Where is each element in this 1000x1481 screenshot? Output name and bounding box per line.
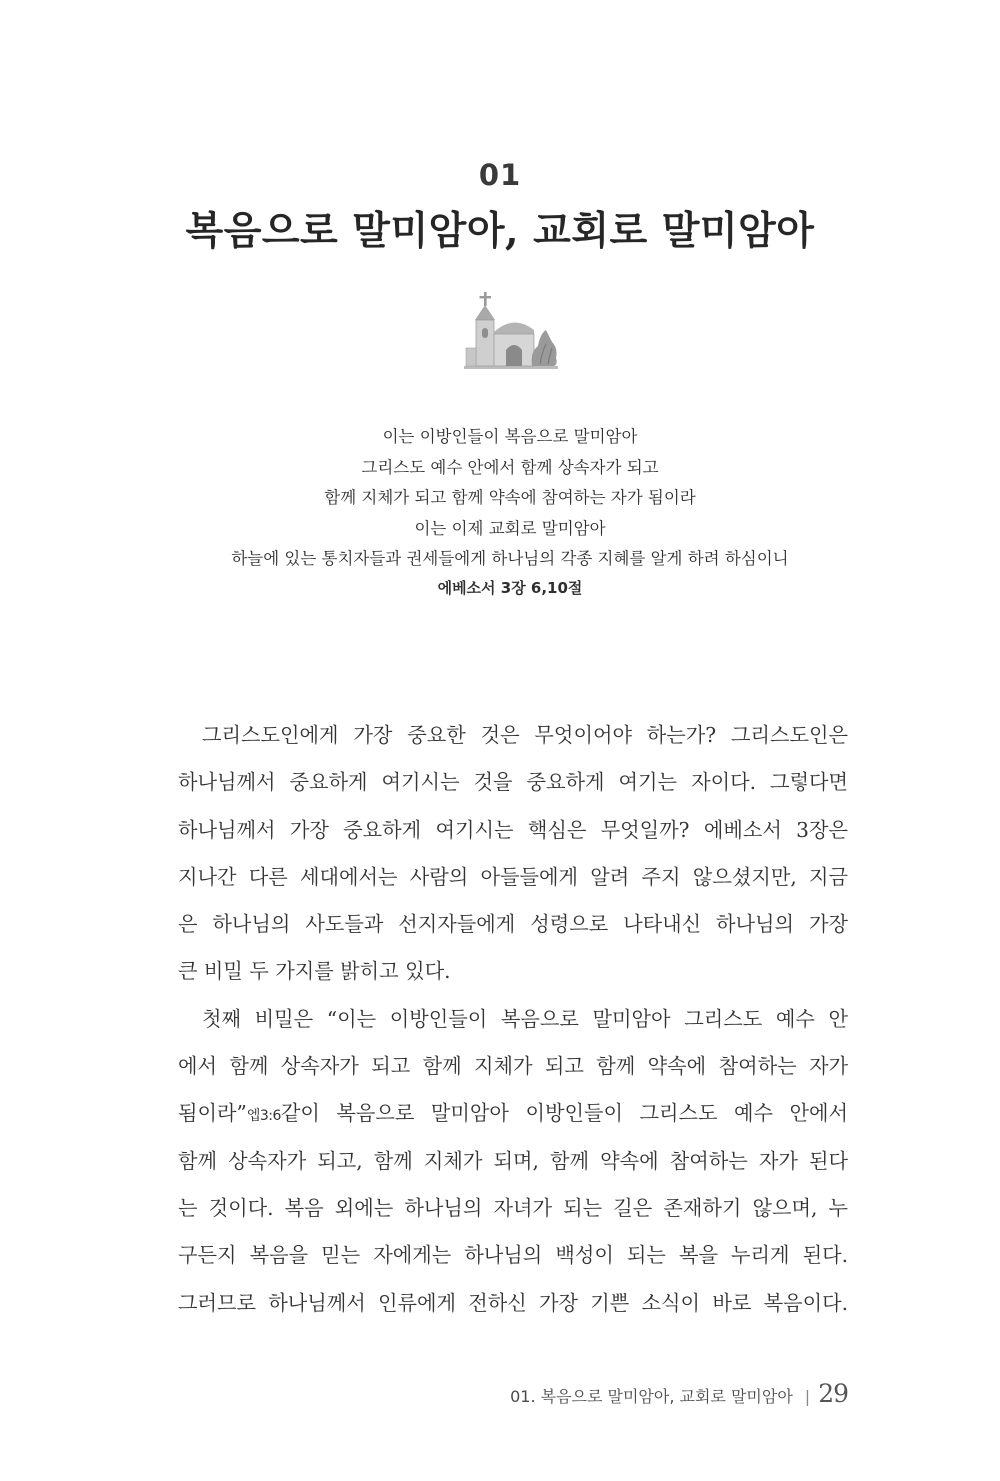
body-text [178, 712, 848, 1327]
page-number: 29 [818, 1379, 848, 1408]
footer-separator: | [804, 1387, 811, 1406]
body-line: 구든지 복음을 믿는 자에게는 하나님의 백성이 되는 복을 누리게 된다. [178, 1243, 848, 1268]
page-footer [510, 1379, 848, 1408]
body-line: 큰 비밀 두 가지를 밝히고 있다. [178, 959, 451, 984]
body-line: 는 것이다. 복음 외에는 하나님의 자녀가 되는 길은 존재하기 않으며, 누 [178, 1195, 848, 1220]
body-line: 에서 함께 상속자가 되고 함께 지체가 되고 함께 약속에 참여하는 자가 [178, 1054, 848, 1079]
epigraph [100, 422, 920, 601]
body-line-with-reference [178, 1090, 848, 1137]
body-line: 함께 상속자가 되고, 함께 지체가 되며, 함께 약속에 참여하는 자가 된다 [178, 1148, 848, 1173]
body-fragment: 같이 복음으로 말미암아 [280, 1101, 526, 1126]
epigraph-line: 함께 지체가 되고 함께 약속에 참여하는 자가 됨이라 [324, 488, 696, 507]
body-line: 하나님께서 가장 중요하게 여기시는 핵심은 무엇일까? 에베소서 3장은 [178, 817, 848, 842]
body-fragment: 됨이라” [178, 1101, 247, 1126]
body-line: 지나간 다른 세대에서는 사람의 아들들에게 알려 주지 않으셨지만, 지금 [178, 864, 848, 889]
chapter-title: 복음으로 말미암아, 교회로 말미암아 [185, 208, 815, 254]
body-fragment: 이방인들이 그리스도 예수 안에서 [525, 1101, 848, 1126]
body-line: 첫째 비밀은 “이는 이방인들이 복음으로 말미암아 그리스도 예수 안 [202, 1006, 848, 1031]
epigraph-line: 이는 이제 교회로 말미암아 [414, 518, 606, 538]
body-line: 하나님께서 중요하게 여기시는 것을 중요하게 여기는 자이다. 그렇다면 [178, 770, 848, 795]
running-title: 01. 복음으로 말미암아, 교회로 말미암아 [510, 1387, 793, 1406]
body-line: 은 하나님의 사도들과 선지자들에게 성령으로 나타내신 하나님의 가장 [178, 912, 848, 937]
chapter-number: 01 [478, 158, 522, 192]
epigraph-line: 그리스도 예수 안에서 함께 상속자가 되고 [361, 457, 659, 477]
scripture-reference: 엡3:6 [246, 1108, 281, 1125]
body-line: 그리스도인에게 가장 중요한 것은 무엇이어야 하는가? 그리스도인은 [202, 723, 848, 747]
epigraph-source: 에베소서 3장 6,10절 [437, 578, 583, 597]
epigraph-line: 하늘에 있는 통치자들과 권세들에게 하나님의 각종 지혜를 알게 하려 하심이니 [231, 549, 789, 568]
church-with-cross-icon [462, 290, 560, 370]
epigraph-line: 이는 이방인들이 복음으로 말미암아 [382, 427, 638, 446]
body-line: 그러므로 하나님께서 인류에게 전하신 가장 기쁜 소식이 바로 복음이다. [178, 1290, 848, 1315]
